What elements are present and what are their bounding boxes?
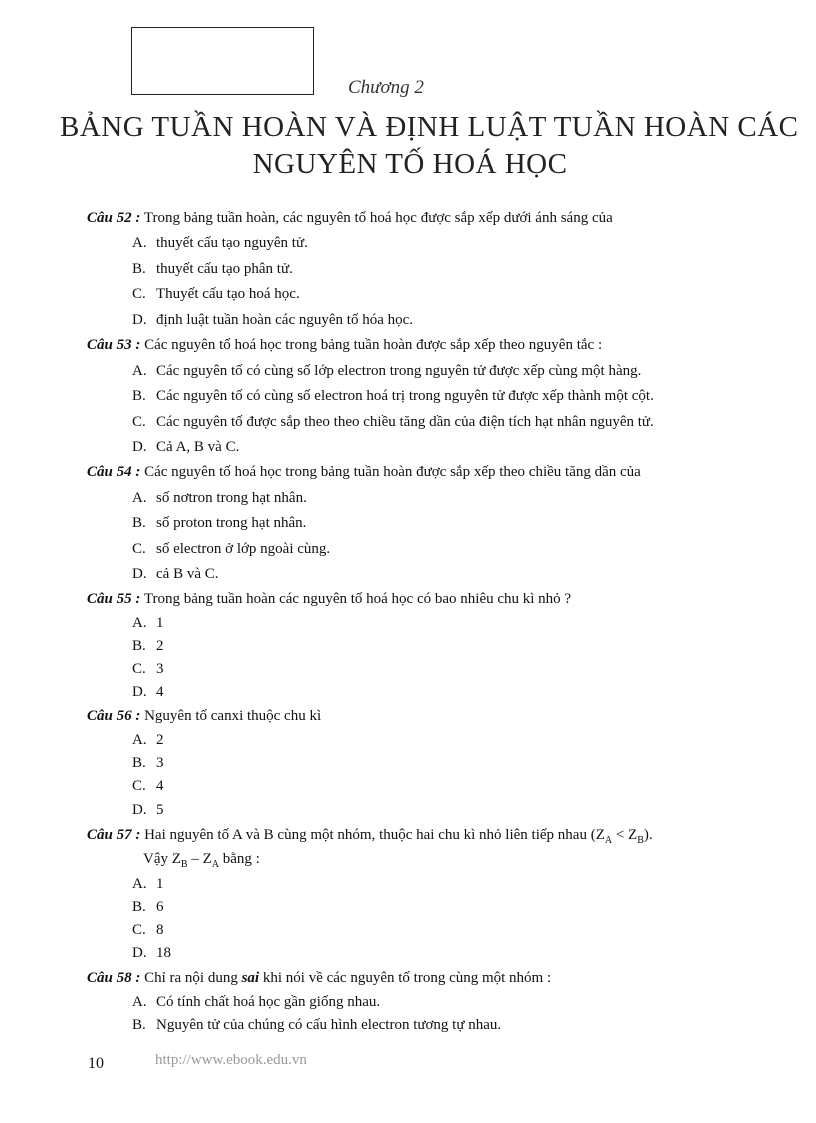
option-letter: B. bbox=[132, 1017, 146, 1033]
option-text: 1 bbox=[156, 876, 164, 892]
question-number: Câu 54 : bbox=[87, 464, 141, 480]
question-text: Vậy Z bbox=[143, 851, 181, 867]
page-number: 10 bbox=[88, 1055, 104, 1072]
question-54 bbox=[87, 464, 641, 481]
footer-url[interactable]: http://www.ebook.edu.vn bbox=[155, 1052, 307, 1068]
option-letter: A. bbox=[132, 490, 147, 506]
subscript-a: A bbox=[604, 835, 613, 846]
subscript-b: B bbox=[180, 859, 188, 870]
option-letter: B. bbox=[132, 755, 146, 771]
question-52 bbox=[87, 210, 613, 227]
question-text: ). bbox=[643, 827, 653, 843]
option-letter: A. bbox=[132, 732, 147, 748]
option-letter: C. bbox=[132, 286, 146, 302]
option-text: 4 bbox=[156, 684, 164, 700]
option-letter: B. bbox=[132, 638, 146, 654]
option-text: Thuyết cấu tạo hoá học. bbox=[156, 286, 300, 302]
option-53-a bbox=[132, 363, 641, 380]
option-57-a bbox=[132, 876, 164, 893]
option-letter: D. bbox=[132, 439, 147, 455]
option-letter: C. bbox=[132, 661, 146, 677]
question-text: Trong bảng tuần hoàn, các nguyên tố hoá học được sắp xếp dưới ánh sáng của bbox=[140, 210, 613, 226]
question-text: Chỉ ra nội dung bbox=[140, 970, 242, 986]
option-52-a bbox=[132, 235, 308, 252]
option-56-d bbox=[132, 802, 164, 819]
option-text: thuyết cấu tạo nguyên tử. bbox=[156, 235, 308, 251]
option-57-b bbox=[132, 899, 164, 916]
option-letter: D. bbox=[132, 312, 147, 328]
question-58 bbox=[87, 970, 551, 987]
option-55-a bbox=[132, 615, 164, 632]
option-58-b bbox=[132, 1017, 501, 1034]
question-57-line-2 bbox=[143, 851, 260, 870]
question-number: Câu 56 : bbox=[87, 708, 141, 724]
option-57-d bbox=[132, 945, 171, 962]
option-text: 8 bbox=[156, 922, 164, 938]
chapter-label: Chương 2 bbox=[348, 77, 424, 98]
option-letter: D. bbox=[132, 945, 147, 961]
chapter-frame bbox=[131, 27, 314, 95]
option-53-b bbox=[132, 388, 654, 405]
question-number: Câu 52 : bbox=[87, 210, 141, 226]
option-letter: C. bbox=[132, 778, 146, 794]
question-number: Câu 53 : bbox=[87, 337, 141, 353]
question-55 bbox=[87, 591, 571, 608]
chapter-title-line-2: NGUYÊN TỐ HOÁ HỌC bbox=[252, 148, 568, 180]
option-53-d bbox=[132, 439, 239, 456]
option-56-b bbox=[132, 755, 164, 772]
option-text: Các nguyên tố có cùng số electron hoá trị trong nguyên tử được xếp thành một cột. bbox=[156, 388, 654, 404]
option-letter: D. bbox=[132, 566, 147, 582]
option-56-a bbox=[132, 732, 164, 749]
option-58-a bbox=[132, 994, 380, 1011]
option-text: 3 bbox=[156, 661, 164, 677]
option-letter: C. bbox=[132, 414, 146, 430]
option-text: 1 bbox=[156, 615, 164, 631]
option-text: 6 bbox=[156, 899, 164, 915]
option-text: 18 bbox=[156, 945, 171, 961]
option-letter: C. bbox=[132, 541, 146, 557]
option-letter: B. bbox=[132, 515, 146, 531]
option-letter: B. bbox=[132, 899, 146, 915]
emphasis-word: sai bbox=[241, 970, 260, 986]
option-55-b bbox=[132, 638, 164, 655]
option-letter: A. bbox=[132, 876, 147, 892]
option-letter: C. bbox=[132, 922, 146, 938]
option-text: Các nguyên tố được sắp theo theo chiều tăng dần của điện tích hạt nhân nguyên tử. bbox=[156, 414, 654, 430]
option-52-b bbox=[132, 261, 293, 278]
option-text: 5 bbox=[156, 802, 164, 818]
question-53 bbox=[87, 337, 602, 354]
option-text: Cả A, B và C. bbox=[156, 439, 240, 455]
option-letter: B. bbox=[132, 261, 146, 277]
option-letter: D. bbox=[132, 802, 147, 818]
option-text: định luật tuần hoàn các nguyên tố hóa học. bbox=[156, 312, 414, 328]
option-text: Nguyên tử của chúng có cấu hình electron tương tự nhau. bbox=[156, 1017, 502, 1033]
question-57 bbox=[87, 827, 653, 846]
question-text: Các nguyên tố hoá học trong bảng tuần hoàn được sắp xếp theo chiều tăng dần của bbox=[140, 464, 641, 480]
chapter-title-line-1: BẢNG TUẦN HOÀN VÀ ĐỊNH LUẬT TUẦN HOÀN CÁC bbox=[60, 111, 799, 143]
option-54-c bbox=[132, 541, 330, 558]
option-text: số proton trong hạt nhân. bbox=[156, 515, 307, 531]
option-54-b bbox=[132, 515, 306, 532]
option-text: cả B và C. bbox=[156, 566, 219, 582]
question-text: Nguyên tố canxi thuộc chu kì bbox=[140, 708, 322, 724]
option-56-c bbox=[132, 778, 164, 795]
question-text: Các nguyên tố hoá học trong bảng tuần hoàn được sắp xếp theo nguyên tắc : bbox=[140, 337, 603, 353]
question-number: Câu 57 : bbox=[87, 827, 141, 843]
question-text: – Z bbox=[187, 851, 212, 867]
question-text: bằng : bbox=[218, 851, 260, 867]
option-55-c bbox=[132, 661, 164, 678]
option-text: Có tính chất hoá học gần giống nhau. bbox=[156, 994, 381, 1010]
option-text: số nơtron trong hạt nhân. bbox=[156, 490, 307, 506]
option-text: 2 bbox=[156, 732, 164, 748]
question-text: Hai nguyên tố A và B cùng một nhóm, thuộc hai chu kì nhỏ liên tiếp nhau (Z bbox=[140, 827, 605, 843]
option-letter: A. bbox=[132, 363, 147, 379]
option-57-c bbox=[132, 922, 164, 939]
option-text: 2 bbox=[156, 638, 164, 654]
option-54-a bbox=[132, 490, 307, 507]
option-52-d bbox=[132, 312, 413, 329]
option-text: 3 bbox=[156, 755, 164, 771]
question-number: Câu 58 : bbox=[87, 970, 141, 986]
question-text: < Z bbox=[612, 827, 638, 843]
option-text: số electron ở lớp ngoài cùng. bbox=[156, 541, 331, 557]
option-letter: A. bbox=[132, 235, 147, 251]
question-56 bbox=[87, 708, 321, 725]
option-letter: D. bbox=[132, 684, 147, 700]
option-text: thuyết cấu tạo phân tử. bbox=[156, 261, 293, 277]
subscript-b: B bbox=[637, 835, 644, 846]
option-letter: A. bbox=[132, 615, 147, 631]
option-text: 4 bbox=[156, 778, 164, 794]
question-text: khi nói về các nguyên tố trong cùng một nhóm : bbox=[259, 970, 552, 986]
question-number: Câu 55 : bbox=[87, 591, 141, 607]
subscript-a: A bbox=[211, 859, 219, 870]
option-54-d bbox=[132, 566, 218, 583]
option-52-c bbox=[132, 286, 300, 303]
option-53-c bbox=[132, 414, 654, 431]
option-letter: A. bbox=[132, 994, 147, 1010]
option-55-d bbox=[132, 684, 164, 701]
question-text: Trong bảng tuần hoàn các nguyên tố hoá học có bao nhiêu chu kì nhỏ ? bbox=[140, 591, 572, 607]
option-text: Các nguyên tố có cùng số lớp electron trong nguyên tử được xếp cùng một hàng. bbox=[156, 363, 642, 379]
option-letter: B. bbox=[132, 388, 146, 404]
